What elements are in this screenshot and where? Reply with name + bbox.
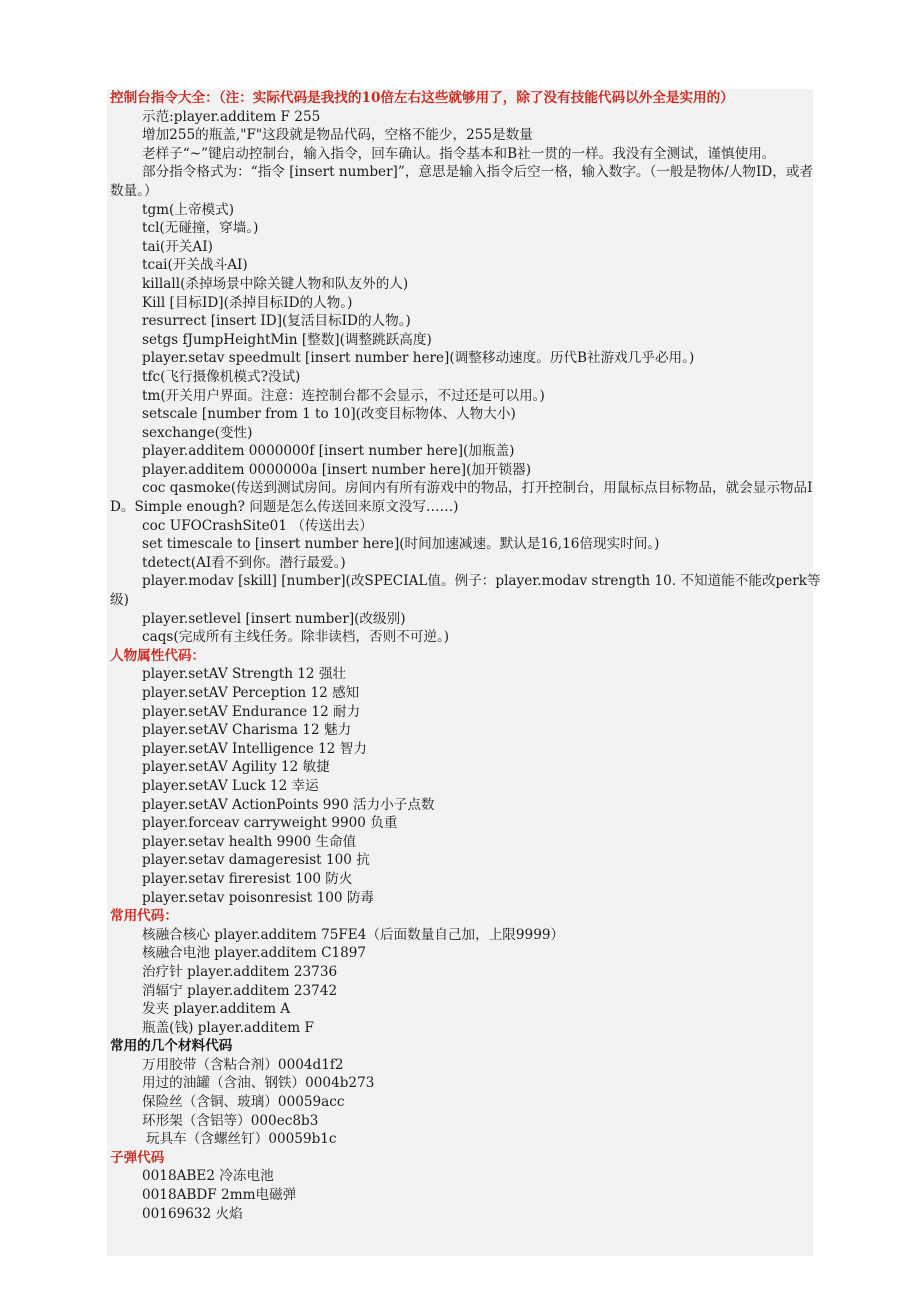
- attribute-line: player.setAV Luck 12 幸运: [142, 777, 319, 794]
- material-line: 万用胶带（含粘合剂）0004d1f2: [142, 1056, 344, 1073]
- command-line: sexchange(变性): [142, 424, 253, 441]
- section-heading-materials: 常用的几个材料代码: [110, 1038, 233, 1055]
- command-line: resurrect [insert ID](复活目标ID的人物。): [142, 313, 411, 330]
- command-line: coc UFOCrashSite01 （传送出去）: [142, 517, 373, 534]
- attribute-line: player.setav poisonresist 100 防毒: [142, 889, 375, 906]
- section-heading-attributes: 人物属性代码：: [110, 647, 206, 664]
- material-line: 玩具车（含螺丝钉）00059b1c: [146, 1131, 337, 1148]
- command-line: tcl(无碰撞，穿墙。): [142, 220, 259, 237]
- intro-line: 增加255的瓶盖,"F"这段就是物品代码，空格不能少，255是数量: [142, 127, 533, 144]
- console-note: 老样子“~”键启动控制台，输入指令，回车确认。指令基本和B社一贯的一样。我没有全测试，谨慎使用。: [142, 145, 776, 162]
- common-code-line: 瓶盖(钱) player.additem F: [142, 1019, 314, 1036]
- format-note: 部分指令格式为：“指令 [insert number]”，意思是输入指令后空一格，输入数字。（一般是物体/人物ID，或者数量。）: [110, 164, 814, 199]
- command-line: killall(杀掉场景中除关键人物和队友外的人): [142, 275, 409, 292]
- command-line: Kill [目标ID](杀掉目标ID的人物。): [142, 294, 353, 311]
- command-line: tai(开关AI): [142, 238, 213, 255]
- command-line: player.additem 0000000f [insert number here](加瓶盖): [142, 443, 515, 460]
- command-line-modav: player.modav [skill] [number](改SPECIAL值。例子：player.modav strength 10. 不知道能不能改perk等级): [110, 573, 821, 609]
- command-line: caqs(完成所有主线任务。除非读档，否则不可逆。): [142, 629, 450, 646]
- common-code-line: 核融合核心 player.additem 75FE4（后面数量自己加，上限9999）: [142, 926, 565, 943]
- attribute-line: player.setav fireresist 100 防火: [142, 870, 353, 887]
- command-line: tdetect(AI看不到你。潜行最爱。): [142, 554, 346, 571]
- attribute-line: player.setAV ActionPoints 990 活力小子点数: [142, 796, 435, 813]
- attribute-line: player.setAV Agility 12 敏捷: [142, 759, 330, 776]
- attribute-line: player.forceav carryweight 9900 负重: [142, 815, 398, 832]
- command-line: setgs fJumpHeightMin [整数](调整跳跃高度): [142, 331, 432, 348]
- ammo-line: 00169632 火焰: [142, 1205, 243, 1222]
- attribute-line: player.setAV Intelligence 12 智力: [142, 740, 367, 757]
- material-line: 保险丝（含铜、玻璃）00059acc: [142, 1094, 345, 1111]
- command-line: tcai(开关战斗AI): [142, 257, 248, 274]
- attribute-line: player.setAV Strength 12 强壮: [142, 666, 347, 683]
- command-line: player.additem 0000000a [insert number here](加开锁器): [142, 461, 532, 478]
- intro-line: 示范:player.additem F 255: [142, 108, 321, 125]
- common-code-line: 发夹 player.additem A: [142, 1001, 291, 1018]
- command-line: tm(开关用户界面。注意：连控制台都不会显示，不过还是可以用。): [142, 387, 545, 404]
- attribute-line: player.setAV Charisma 12 魅力: [142, 722, 352, 739]
- command-line: set timescale to [insert number here](时间加速减速。默认是16,16倍现实时间。): [142, 536, 660, 553]
- section-heading-common: 常用代码：: [110, 908, 178, 925]
- document-content: [110, 89, 822, 1223]
- section-heading-ammo: 子弹代码: [110, 1149, 165, 1166]
- command-line: setscale [number from 1 to 10](改变目标物体、人物大小): [142, 406, 516, 423]
- command-line: player.setav speedmult [insert number here](调整移动速度。历代B社游戏几乎必用。): [142, 350, 695, 367]
- command-line: tgm(上帝模式): [142, 201, 235, 218]
- common-code-line: 核融合电池 player.additem C1897: [142, 945, 367, 962]
- attribute-line: player.setAV Perception 12 感知: [142, 685, 360, 701]
- common-code-line: 治疗针 player.additem 23736: [142, 963, 338, 980]
- document-heading: 控制台指令大全：（注：实际代码是我找的10倍左右这些就够用了，除了没有技能代码以外全是实用的）: [110, 90, 734, 106]
- command-line: tfc(飞行摄像机模式?没试): [142, 368, 301, 385]
- command-line: player.setlevel [insert number](改级别): [142, 610, 406, 627]
- material-line: 用过的油罐（含油、钢铁）0004b273: [142, 1075, 375, 1092]
- attribute-line: player.setav health 9900 生命值: [142, 833, 357, 850]
- common-code-line: 消辐宁 player.additem 23742: [142, 982, 338, 999]
- ammo-line: 0018ABDF 2mm电磁弹: [142, 1187, 297, 1204]
- attribute-line: player.setav damageresist 100 抗: [142, 852, 370, 869]
- ammo-line: 0018ABE2 冷冻电池: [142, 1168, 274, 1185]
- attribute-line: player.setAV Endurance 12 耐力: [142, 703, 361, 720]
- material-line: 环形架（含铝等）000ec8b3: [142, 1112, 319, 1129]
- command-line-qasmoke: coc qasmoke(传送到测试房间。房间内有所有游戏中的物品，打开控制台，用鼠标点目标物品，就会显示物品ID。Simple enough? 问题是怎么传送回来原文没写……): [110, 480, 813, 516]
